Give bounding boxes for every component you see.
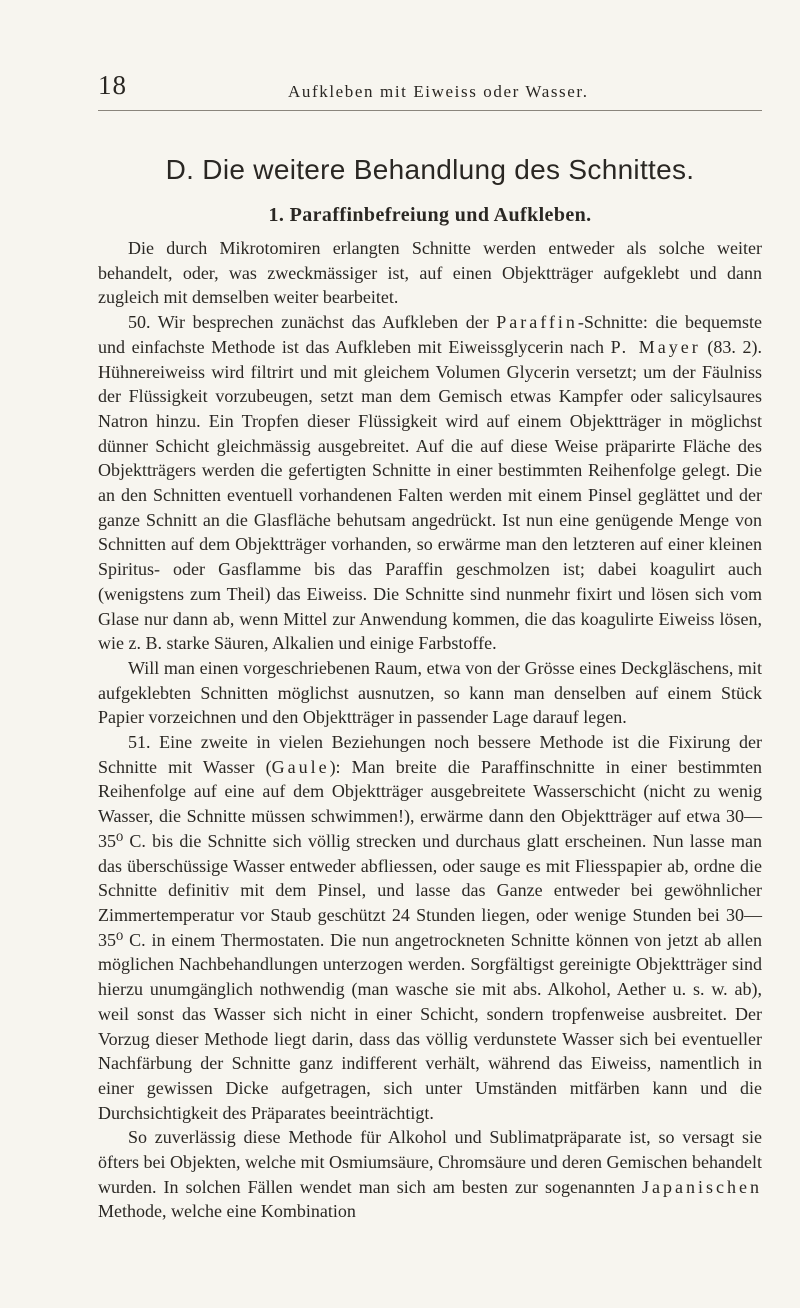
section-title: D. Die weitere Behandlung des Schnittes. (165, 154, 695, 185)
paragraph-51 (98, 730, 762, 1125)
subsection-title: 1. Paraffinbefreiung und Aufkleben. (268, 204, 592, 226)
page-number: 18 (98, 70, 127, 100)
body-text (98, 236, 762, 1224)
paragraph-intro: Die durch Mikrotomiren erlangten Schnitte werden entweder als solche weiter behandelt, oder, was zweckmässiger ist, auf einen Objektträger aufgeklebt und dann zugleich mit demselben weiter bearbeitet. (98, 238, 762, 308)
p50-text-e: (83. 2). Hühnereiweiss wird filtrirt und mit gleichem Volumen Glycerin versetzt; um der Fäulniss der Flüssigkeit vorzubeugen, setzt man dem Gemisch etwas Kampfer oder salicylsaures Natron hinzu. Ein Tropfen dieser Flüssigkeit wird auf einem Objektträger in möglichst dünner Schicht gleichmässig ausgebreitet. Auf die auf diese Weise präparirte Fläche des Objektträgers werden die gefertigten Schnitte in einer bestimmten Reihenfolge gelegt. Die an den Schnitten eventuell vorhandenen Falten werden mit einem Pinsel geglättet und der ganze Schnitt an die Glasfläche behutsam angedrückt. Ist nun eine genügende Menge von Schnitten auf dem Objektträger vorhanden, so erwärme man den letzteren auf einer kleinen Spiritus- oder Gasflamme bis das Paraffin geschmolzen ist; dabei koagulirt auch (wenigstens zum Theil) das Eiweiss. Die Schnitte sind nunmehr fixirt und lösen sich vom Glase nur dann ab, wenn Mittel zur Anwendung kommen, die das koagulirte Eiweiss lösen, wie z. B. starke Säuren, Alkalien und einige Farbstoffe. (98, 336, 762, 654)
p50-text-a: 50. Wir besprechen zunächst das Aufkleben der (128, 312, 497, 333)
p51-text-a: 51. Eine zweite in vielen Beziehungen noch bessere Methode ist die Fixirung der Schnitte mit Wasser ( (98, 732, 762, 777)
p5-text-a: So zuverlässig diese Methode für Alkohol und Sublimatpräparate ist, so versagt sie öfters bei Objekten, welche mit Osmiumsäure, Chromsäure und deren Gemischen behandelt wurden. In solchen Fällen wendet man sich am besten zur sogenannten (98, 1127, 762, 1197)
p51-spaced-author: Gaule (271, 756, 330, 777)
p5-text-c: Methode, welche eine Kombination (98, 1201, 356, 1222)
p50-text-c: -Schnitte: die bequemste und einfachste Methode ist das Aufkleben mit Eiweissglycerin nach (98, 312, 762, 357)
running-head: Aufkleben mit Eiweiss oder Wasser. (288, 82, 589, 101)
p50-spaced-author: P. Mayer (610, 336, 701, 357)
paragraph-50 (98, 310, 762, 656)
paragraph-japanese-method (98, 1125, 762, 1224)
p51-text-c: ): Man breite die Paraffinschnitte in einer bestimmten Reihenfolge auf eine auf dem Objektträger ausgebreitete Wasserschicht (nicht zu wenig Wasser, die Schnitte müssen schwimmen!), erwärme dann den Objektträger auf etwa 30—35⁰ C. bis die Schnitte sich völlig strecken und durchaus glatt erscheinen. Nun lasse man das überschüssige Wasser entweder abfliessen, oder sauge es mit Fliesspapier ab, ordne die Schnitte definitiv mit dem Pinsel, und lasse das Ganze entweder bei gewöhnlicher Zimmertemperatur vor Staub geschützt 24 Stunden liegen, oder wenige Stunden bei 30—35⁰ C. in einem Thermostaten. Die nun angetrockneten Schnitte können von jetzt ab allen möglichen Nachbehandlungen unterzogen werden. Sorgfältigst gereinigte Objektträger sind hierzu unumgänglich nothwendig (man wasche sie mit abs. Alkohol, Aether u. s. w. ab), weil sonst das Wasser sich nicht in einer Schicht, sondern tropfenweise ausbreitet. Der Vorzug dieser Methode liegt darin, dass das völlig verdunstete Wasser sich bei eventueller Nachfärbung der Schnitte ganz indifferent verhält, während das Eiweiss, namentlich in einer gewissen Dicke aufgetragen, sich unter Umständen mitfärben kann und die Durchsichtigkeit des Präparates beeinträchtigt. (98, 756, 762, 1123)
header-rule (98, 110, 762, 111)
paragraph-deckglas: Will man einen vorgeschriebenen Raum, etwa von der Grösse eines Deckgläschens, mit aufgeklebten Schnitten möglichst ausnutzen, so kann man denselben auf einem Stück Papier vorzeichnen und den Objektträger in passender Lage darauf legen. (98, 657, 762, 728)
p50-spaced-paraffin: Paraffin (496, 312, 578, 333)
p5-spaced-term: Japanischen (642, 1176, 762, 1197)
